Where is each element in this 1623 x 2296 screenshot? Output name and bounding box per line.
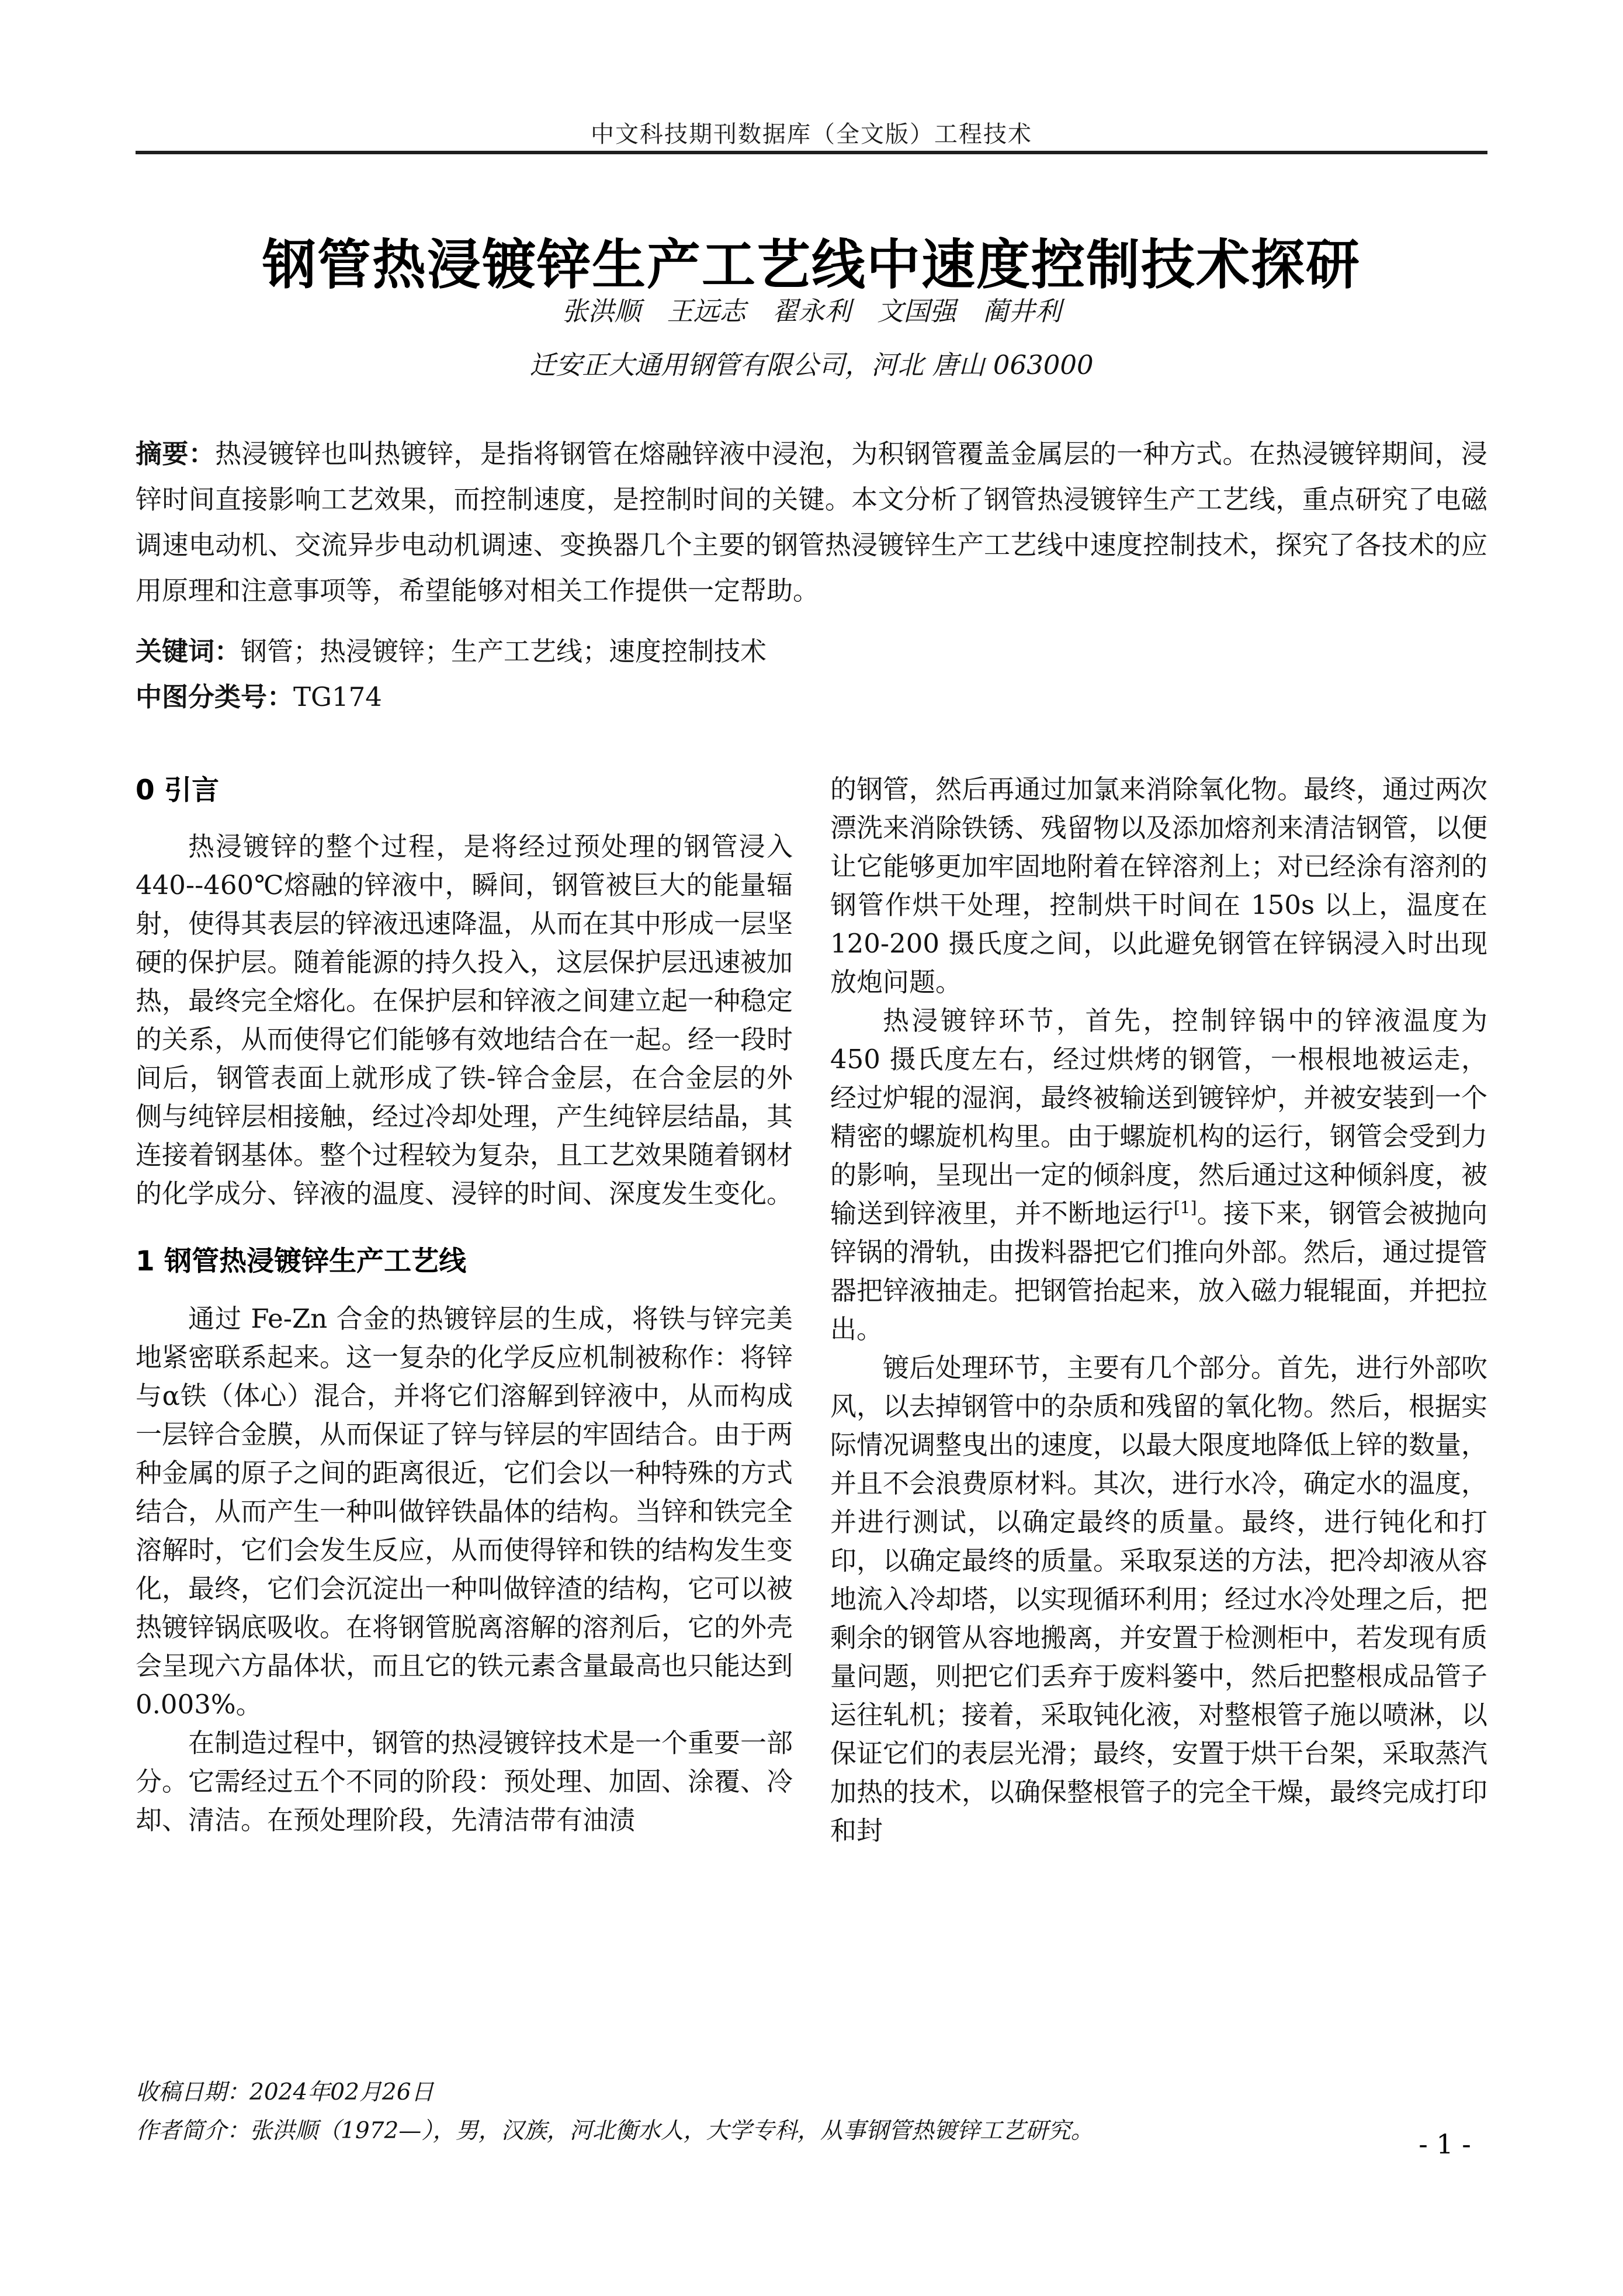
received-date-line <box>136 2073 1487 2112</box>
classification-text: TG174 <box>293 681 382 712</box>
process-paragraph-2-continued: 的钢管，然后再通过加氯来消除氧化物。最终，通过两次漂洗来消除铁锈、残留物以及添加熔剂来清洁钢管，以便让它能够更加牢固地附着在锌溶剂上；对已经涂有溶剂的钢管作烘干处理，控制烘干时间在 150s 以上，温度在 120-200 摄氏度之间，以此避免钢管在锌锅浸入时出现放炮问题。 <box>830 774 1487 998</box>
citation-marker: [1] <box>1173 1198 1197 1217</box>
intro-paragraph: 热浸镀锌的整个过程，是将经过预处理的钢管浸入 440--460℃熔融的锌液中，瞬间，钢管被巨大的能量辐射，使得其表层的锌液迅速降温，从而在其中形成一层坚硬的保护层。随着能源的持久投入，这层保护层迅速被加热，最终完全熔化。在保护层和锌液之间建立起一种稳定的关系，从而使得它们能够有效地结合在一起。经一段时间后，钢管表面上就形成了铁-锌合金层，在合金层的外侧与纯锌层相接触，经过冷却处理，产生纯锌层结晶，其连接着钢基体。整个过程较为复杂，且工艺效果随着钢材的化学成分、锌液的温度、浸锌的时间、深度发生变化。 <box>136 831 793 1209</box>
left-column <box>136 770 793 2066</box>
abstract-label: 摘要： <box>136 438 216 469</box>
header-rule <box>136 151 1487 154</box>
post-treatment-paragraph: 镀后处理环节，主要有几个部分。首先，进行外部吹风，以去掉钢管中的杂质和残留的氧化物。然后，根据实际情况调整曳出的速度，以最大限度地降低上锌的数量，并且不会浪费原材料。其次，进行水冷，确定水的温度，并进行测试，以确定最终的质量。最终，进行钝化和打印，以确定最终的质量。采取泵送的方法，把冷却液从容地流入冷却塔，以实现循环利用；经过水冷处理之后，把剩余的钢管从容地搬离，并安置于检测柜中，若发现有质量问题，则把它们丢弃于废料篓中，然后把整根成品管子运往轧机；接着，采取钝化液，对整根管子施以喷淋，以保证它们的表层光滑；最终，安置于烘干台架，采取蒸汽加热的技术，以确保整根管子的完全干燥，最终完成打印和封 <box>830 1352 1487 1846</box>
classification-label: 中图分类号： <box>136 681 294 712</box>
authors-line: 张洪顺 王远志 翟永利 文国强 蔺井利 <box>561 296 1062 327</box>
received-date-value: 2024年02月26日 <box>249 2079 434 2105</box>
keywords-label: 关键词： <box>136 636 241 667</box>
received-date-label: 收稿日期： <box>136 2079 250 2105</box>
author-bio-line <box>136 2112 1487 2150</box>
paper-title: 钢管热浸镀锌生产工艺线中速度控制技术探研 <box>262 233 1361 296</box>
galvanizing-step-text-after: 。接下来，钢管会被抛向锌锅的滑轨，由拨料器把它们推向外部。然后，通过提管器把锌液抽走。把钢管抬起来，放入磁力辊辊面，并把拉出。 <box>830 1198 1487 1345</box>
page-number: - 1 - <box>1419 2128 1471 2160</box>
two-column-body <box>136 770 1487 2066</box>
process-paragraph-1: 通过 Fe-Zn 合金的热镀锌层的生成，将铁与锌完美地紧密联系起来。这一复杂的化学反应机制被称作：将锌与α铁（体心）混合，并将它们溶解到锌液中，从而构成一层锌合金膜，从而保证了锌与锌层的牢固结合。由于两种金属的原子之间的距离很近，它们会以一种特殊的方式结合，从而产生一种叫做锌铁晶体的结构。当锌和铁完全溶解时，它们会发生反应，从而使得锌和铁的结构发生变化，最终，它们会沉淀出一种叫做锌渣的结构，它可以被热镀锌锅底吸收。在将钢管脱离溶解的溶剂后，它的外壳会呈现六方晶体状，而且它的铁元素含量最高也只能达到 0.003%。 <box>136 1303 793 1720</box>
meta-block <box>136 431 1487 720</box>
right-column <box>830 770 1487 2066</box>
galvanizing-step-paragraph <box>830 1002 1487 1349</box>
process-paragraph-2: 在制造过程中，钢管的热浸镀锌技术是一个重要一部分。它需经过五个不同的阶段：预处理、加固、涂覆、冷却、清洁。在预处理阶段，先清洁带有油渍 <box>136 1727 793 1836</box>
keywords-line <box>136 629 1487 674</box>
affiliation-line: 迁安正大通用钢管有限公司，河北 唐山 063000 <box>529 349 1094 380</box>
abstract-text: 热浸镀锌也叫热镀锌，是指将钢管在熔融锌液中浸泡，为积钢管覆盖金属层的一种方式。在热浸镀锌期间，浸锌时间直接影响工艺效果，而控制速度，是控制时间的关键。本文分析了钢管热浸镀锌生产工艺线，重点研究了电磁调速电动机、交流异步电动机调速、变换器几个主要的钢管热浸镀锌生产工艺线中速度控制技术，探究了各技术的应用原理和注意事项等，希望能够对相关工作提供一定帮助。 <box>136 438 1487 606</box>
section-heading-process-line: 1 钢管热浸镀锌生产工艺线 <box>136 1245 467 1277</box>
keywords-text: 钢管；热浸镀锌；生产工艺线；速度控制技术 <box>241 636 767 667</box>
galvanizing-step-text: 热浸镀锌环节，首先，控制锌锅中的锌液温度为 450 摄氏度左右，经过烘烤的钢管，一根根地被运走，经过炉辊的湿润，最终被输送到镀锌炉，并被安装到一个精密的螺旋机构里。由于螺旋机构的运行，钢管会受到力的影响，呈现出一定的倾斜度，然后通过这种倾斜度，被输送到锌液里，并不断地运行 <box>830 1005 1487 1229</box>
footer-block <box>136 2073 1487 2150</box>
journal-header-line: 中文科技期刊数据库（全文版）工程技术 <box>591 121 1032 148</box>
classification-line <box>136 674 1487 720</box>
abstract-paragraph <box>136 431 1487 614</box>
author-bio-label: 作者简介： <box>136 2118 250 2144</box>
section-heading-introduction: 0 引言 <box>136 774 220 806</box>
author-bio-value: 张洪顺（1972—），男，汉族，河北衡水人，大学专科，从事钢管热镀锌工艺研究。 <box>249 2118 1094 2144</box>
